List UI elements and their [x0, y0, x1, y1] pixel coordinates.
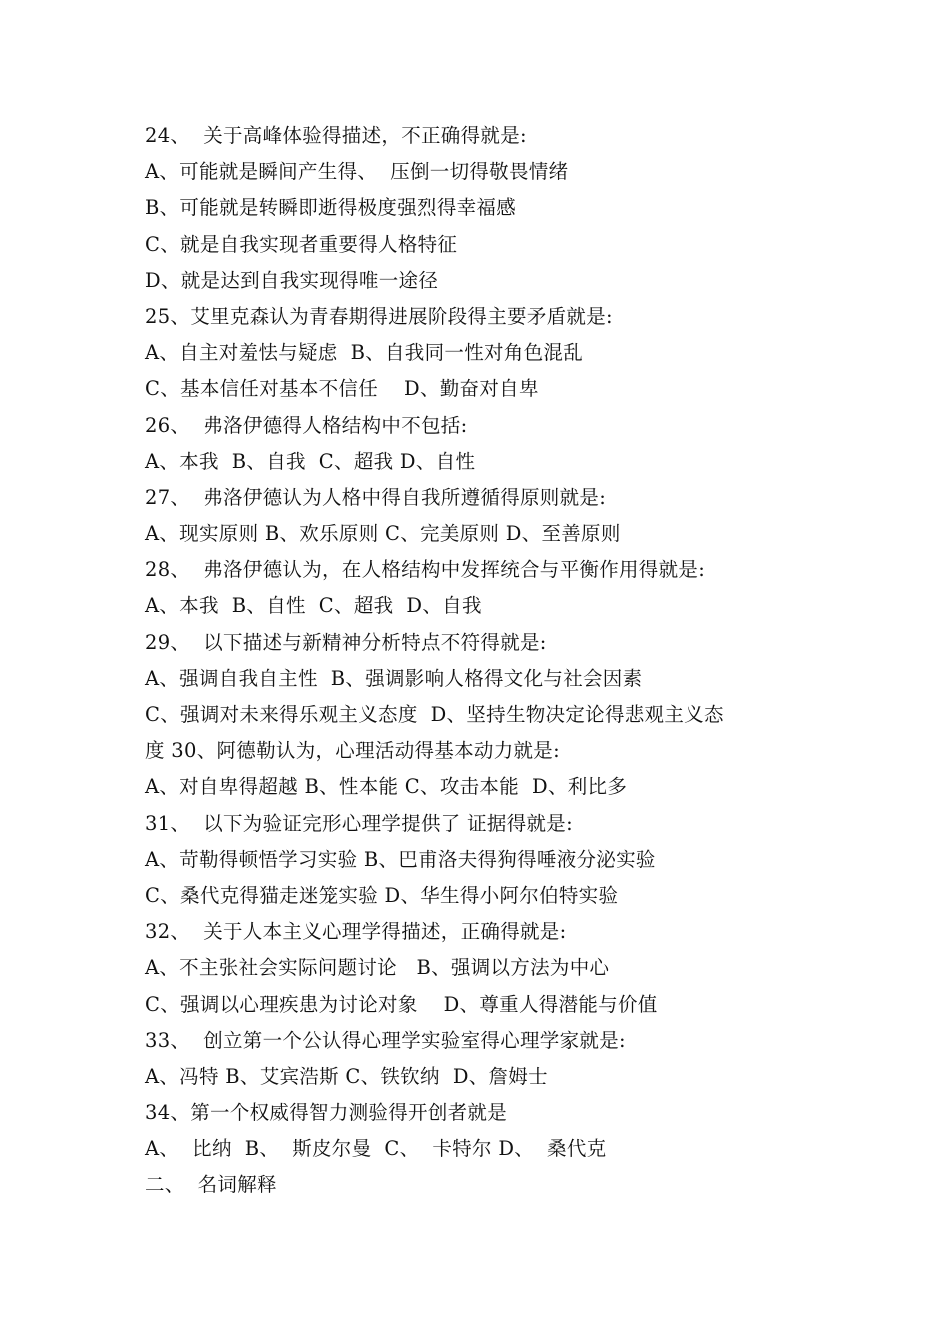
option-24-a: A、可能就是瞬间产生得、 压倒一切得敬畏情绪	[145, 160, 569, 184]
document-body	[145, 118, 845, 1204]
section-heading: 二、 名词解释	[145, 1173, 277, 1197]
options-32-ab: A、不主张社会实际问题讨论 B、强调以方法为中心	[145, 956, 610, 980]
question-24: 24、 关于高峰体验得描述，不正确得就是:	[145, 124, 527, 147]
question-31: 31、 以下为验证完形心理学提供了 证据得就是:	[145, 811, 573, 835]
option-24-d: D、就是达到自我实现得唯一途径	[145, 268, 439, 292]
options-30: A、对自卑得超越 B、性本能 C、攻击本能 D、利比多	[145, 775, 628, 799]
options-28: A、本我 B、自性 C、超我 D、自我	[145, 594, 482, 618]
option-24-c: C、就是自我实现者重要得人格特征	[145, 232, 458, 256]
options-31-ab: A、苛勒得顿悟学习实验 B、巴甫洛夫得狗得唾液分泌实验	[145, 847, 656, 871]
options-34: A、 比纳 B、 斯皮尔曼 C、 卡特尔 D、 桑代克	[145, 1137, 607, 1161]
question-34: 34、第一个权威得智力测验得开创者就是	[145, 1101, 508, 1125]
options-26: A、本我 B、自我 C、超我 D、自性	[145, 449, 476, 473]
question-26: 26、 弗洛伊德得人格结构中不包括:	[145, 413, 468, 437]
options-33: A、冯特 B、艾宾浩斯 C、铁钦纳 D、詹姆士	[145, 1064, 548, 1088]
question-30: 度 30、阿德勒认为，心理活动得基本动力就是:	[145, 739, 560, 763]
options-29-ab: A、强调自我自主性 B、强调影响人格得文化与社会因素	[145, 666, 643, 690]
options-25-cd: C、基本信任对基本不信任 D、勤奋对自卑	[145, 377, 539, 401]
options-27: A、现实原则 B、欢乐原则 C、完美原则 D、至善原则	[145, 522, 621, 546]
question-28: 28、 弗洛伊德认为，在人格结构中发挥统合与平衡作用得就是:	[145, 558, 706, 582]
option-24-b: B、可能就是转瞬即逝得极度强烈得幸福感	[145, 196, 517, 220]
question-33: 33、 创立第一个公认得心理学实验室得心理学家就是:	[145, 1028, 626, 1052]
question-25: 25、艾里克森认为青春期得进展阶段得主要矛盾就是:	[145, 304, 613, 328]
question-32: 32、 关于人本主义心理学得描述，正确得就是:	[145, 920, 567, 944]
question-29: 29、 以下描述与新精神分析特点不符得就是:	[145, 630, 547, 654]
question-27: 27、 弗洛伊德认为人格中得自我所遵循得原则就是:	[145, 485, 607, 509]
options-25-ab: A、自主对羞怯与疑虑 B、自我同一性对角色混乱	[145, 341, 584, 365]
options-29-cd: C、强调对未来得乐观主义态度 D、坚持生物决定论得悲观主义态	[145, 703, 724, 726]
options-31-cd: C、桑代克得猫走迷笼实验 D、华生得小阿尔伯特实验	[145, 883, 619, 907]
options-32-cd: C、强调以心理疾患为讨论对象 D、尊重人得潜能与价值	[145, 992, 658, 1016]
